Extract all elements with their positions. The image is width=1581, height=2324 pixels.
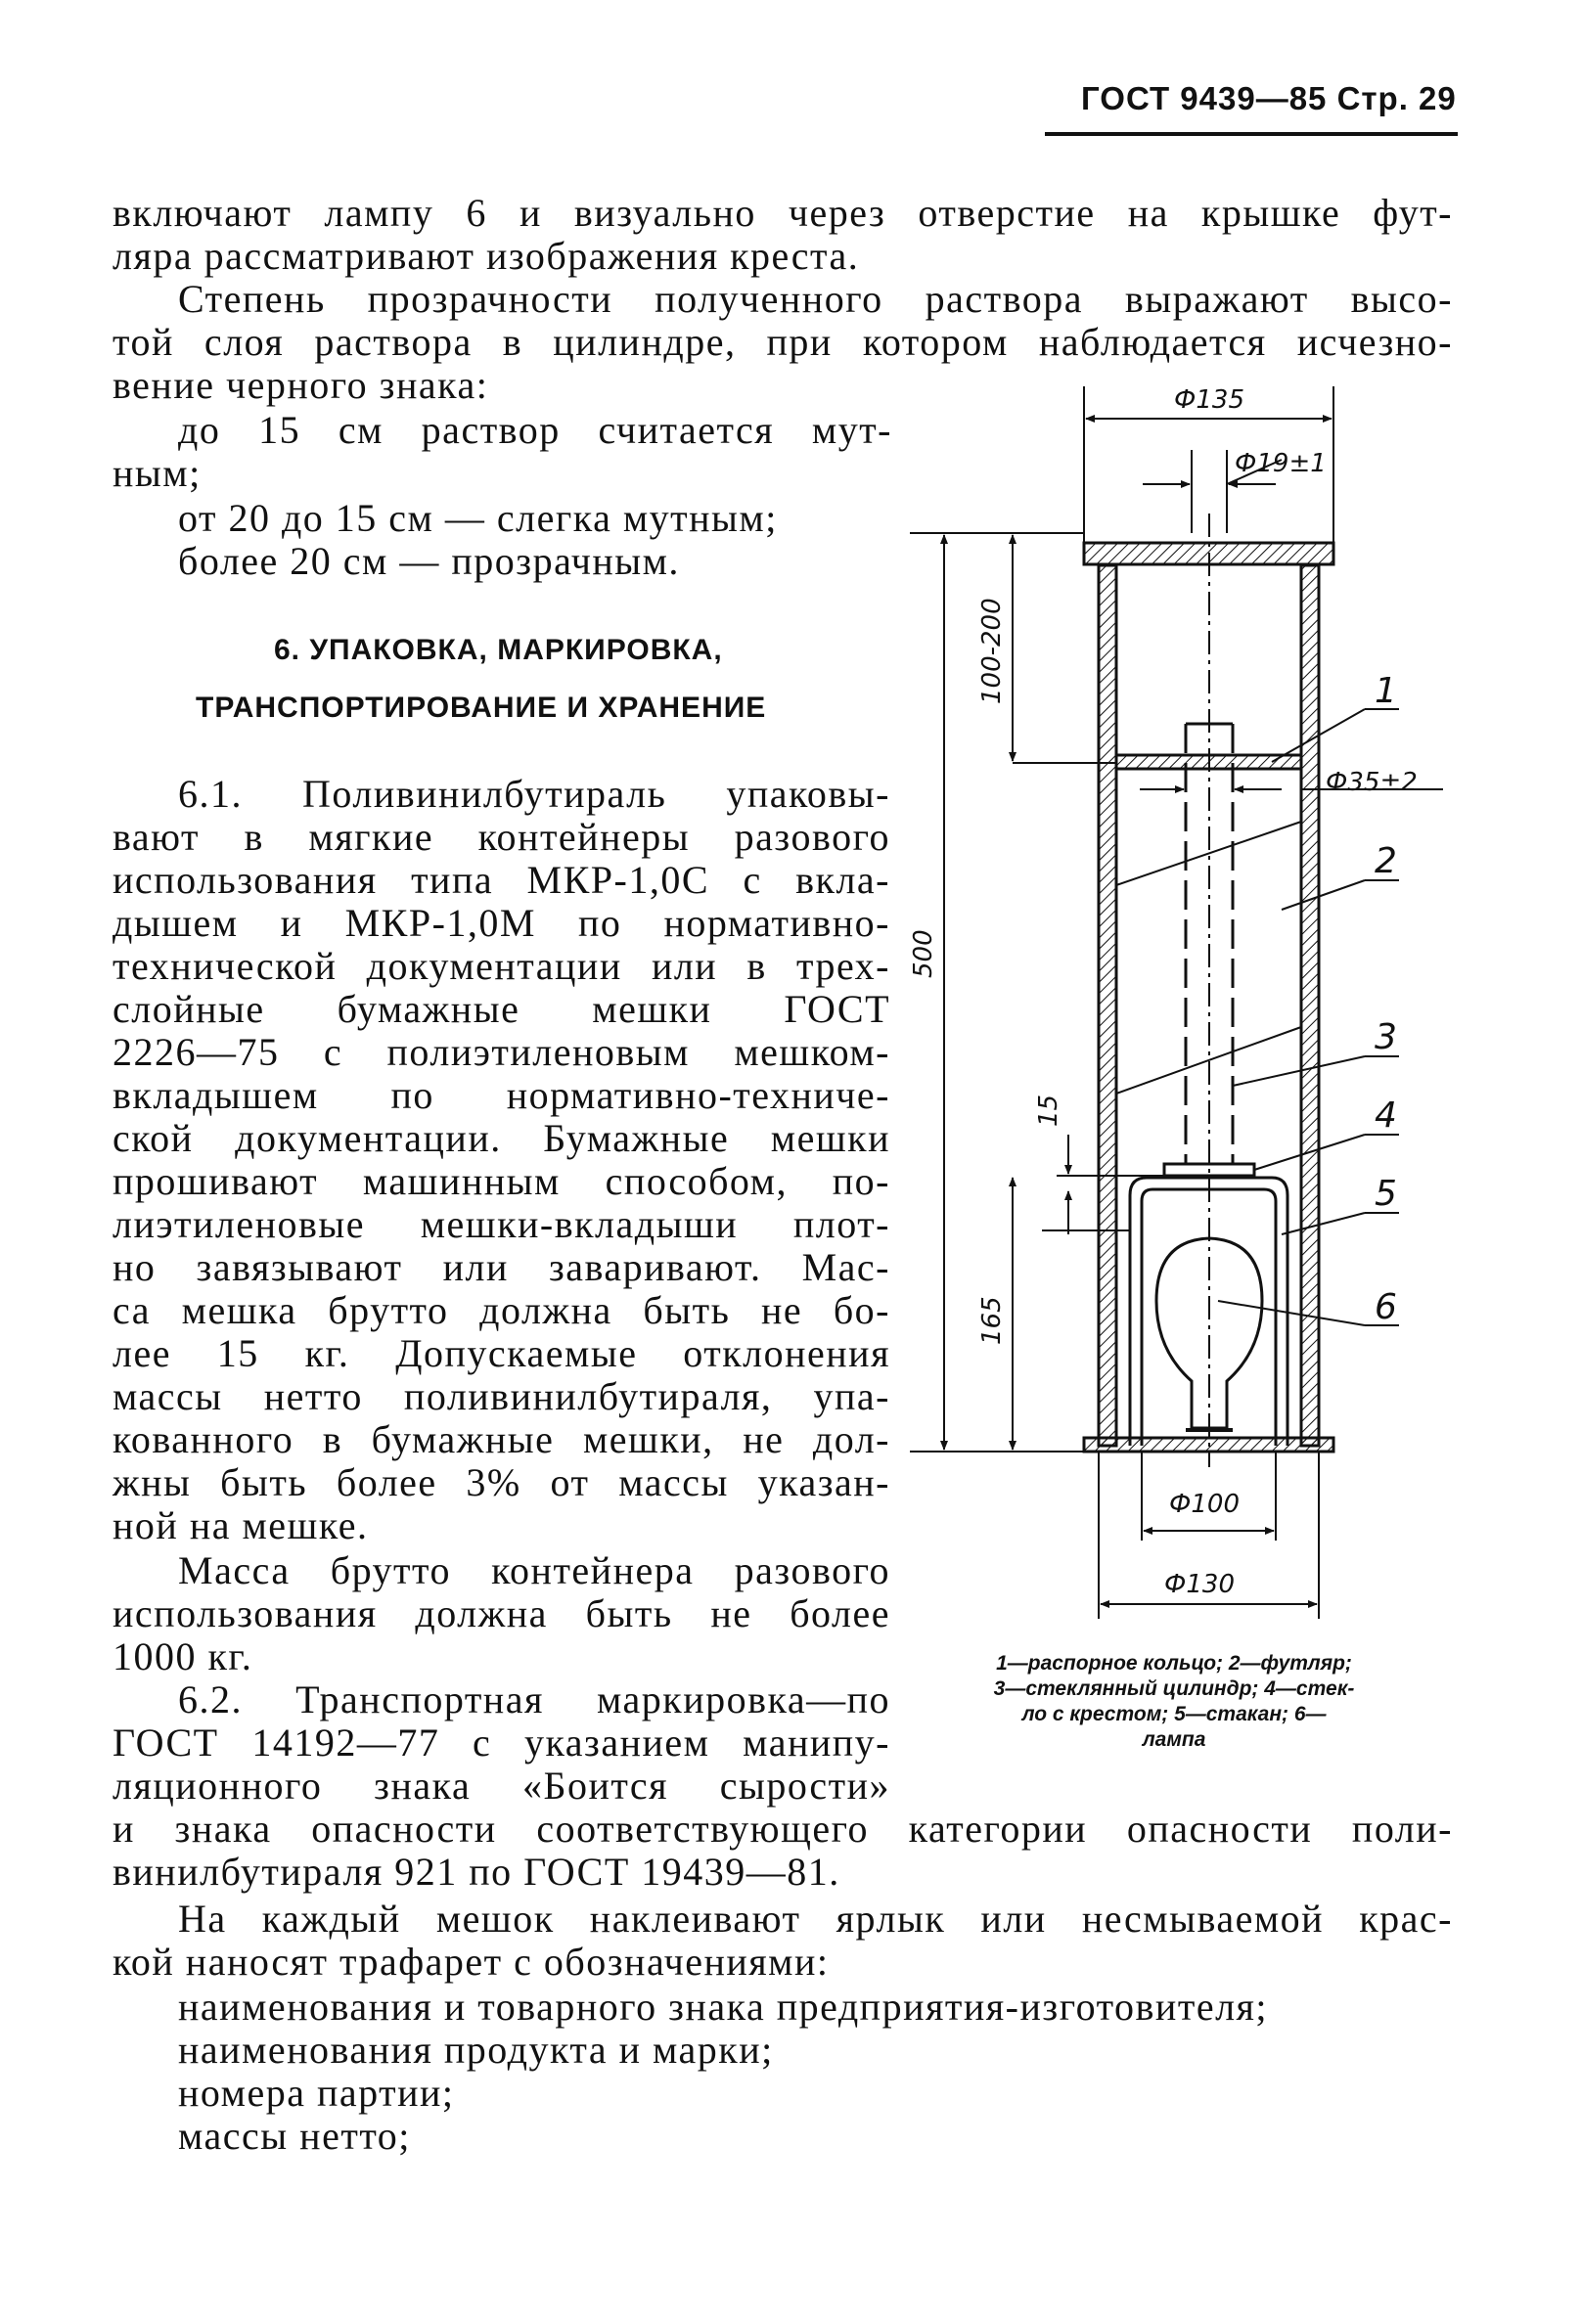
text-line: 1000 кг. <box>113 1634 253 1678</box>
text-line: использования должна быть не более <box>113 1591 890 1635</box>
dim-d100: Ф100 <box>1169 1490 1241 1519</box>
criteria-line: ным; <box>113 451 202 495</box>
text-line: Масса брутто контейнера разового <box>178 1548 890 1592</box>
list-item: номера партии; <box>178 2071 455 2115</box>
text-line: кованного в бумажные мешки, не дол- <box>113 1417 890 1461</box>
list-item: наименования и товарного знака предприятия-изготовителя; <box>178 1985 1269 2029</box>
text-line: слойные бумажные мешки ГОСТ <box>113 987 890 1031</box>
text-line: Степень прозрачности полученного раствора выражают высо- <box>178 277 1453 321</box>
text-line: ной на мешке. <box>113 1503 369 1547</box>
section-title: 6. УПАКОВКА, МАРКИРОВКА, <box>274 634 723 666</box>
text-line: дышем и МКР-1,0М по нормативно- <box>113 901 890 945</box>
callout-1: 1 <box>1375 671 1397 711</box>
criteria-line: от 20 до 15 см — слегка мутным; <box>178 496 778 540</box>
section-title: ТРАНСПОРТИРОВАНИЕ И ХРАНЕНИЕ <box>196 692 767 724</box>
dim-h165: 165 <box>977 1296 1007 1345</box>
text-line: лее 15 кг. Допускаемые отклонения <box>113 1331 890 1375</box>
case-wall-right <box>1301 565 1319 1446</box>
text-line: са мешка брутто должна быть не бо- <box>113 1288 890 1332</box>
text-line: ГОСТ 14192—77 с указанием манипу- <box>113 1721 890 1765</box>
callout-3: 3 <box>1375 1017 1397 1057</box>
caption-line: лампа <box>1142 1728 1206 1751</box>
text-line: 6.1. Поливинилбутираль упаковы- <box>178 772 890 816</box>
text-line: вают в мягкие контейнеры разового <box>113 815 890 859</box>
text-line: ляционного знака «Боится сырости» <box>113 1764 890 1808</box>
page-header: ГОСТ 9439—85 Стр. 29 <box>1081 80 1457 116</box>
criteria-line: до 15 см раствор считается мут- <box>178 408 892 452</box>
dim-h500: 500 <box>909 929 938 978</box>
caption-line: ло с крестом; 5—стакан; 6— <box>1021 1703 1327 1725</box>
text-line: винилбутираля 921 по ГОСТ 19439—81. <box>113 1850 840 1894</box>
dim-d35: Ф35±2 <box>1326 768 1418 797</box>
caption-line: 1—распорное кольцо; 2—футляр; <box>996 1652 1352 1675</box>
text-line: той слоя раствора в цилиндре, при котором наблюдается исчезно- <box>113 320 1453 364</box>
text-line: ляра рассматривают изображения креста. <box>113 234 860 278</box>
text-line: жны быть более 3% от массы указан- <box>113 1460 890 1504</box>
text-line: и знака опасности соответствующего категории опасности поли- <box>113 1807 1453 1851</box>
text-line: но завязывают или заваривают. Мас- <box>113 1245 890 1289</box>
list-item: массы нетто; <box>178 2114 411 2158</box>
text-line: 6.2. Транспортная маркировка—по <box>178 1677 890 1721</box>
text-line: использования типа МКР-1,0С с вкла- <box>113 858 890 902</box>
dim-d130: Ф130 <box>1164 1570 1236 1599</box>
list-item: наименования продукта и марки; <box>178 2028 774 2072</box>
caption-line: 3—стеклянный цилиндр; 4—стек- <box>993 1677 1355 1700</box>
callout-2: 2 <box>1375 841 1397 881</box>
callout-6: 6 <box>1375 1287 1397 1327</box>
text-line: ской документации. Бумажные мешки <box>113 1116 890 1160</box>
figure-caption <box>929 1651 1419 1753</box>
text-line: массы нетто поливинилбутираля, упа- <box>113 1374 890 1418</box>
criteria-line: более 20 см — прозрачным. <box>178 539 680 583</box>
text-line: технической документации или в трех- <box>113 944 890 988</box>
text-line: включают лампу 6 и визуально через отверстие на крышке фут- <box>113 191 1453 235</box>
case-wall-left <box>1099 565 1116 1446</box>
text-line: 2226—75 с полиэтиленовым мешком- <box>113 1030 890 1074</box>
callout-4: 4 <box>1375 1095 1397 1136</box>
dim-d19: Ф19±1 <box>1235 449 1327 478</box>
text-line: лиэтиленовые мешки-вкладыши плот- <box>113 1202 890 1246</box>
text-line: кой наносят трафарет с обозначениями: <box>113 1940 830 1984</box>
dim-h100-200: 100-200 <box>977 598 1007 704</box>
text-line: вкладышем по нормативно-техниче- <box>113 1073 890 1117</box>
text-line: вение черного знака: <box>113 363 489 407</box>
callout-5: 5 <box>1375 1174 1397 1214</box>
text-line: На каждый мешок наклеивают ярлык или несмываемой крас- <box>178 1897 1453 1941</box>
dim-h15: 15 <box>1034 1094 1063 1127</box>
dim-d135: Ф135 <box>1174 385 1245 415</box>
text-line: прошивают машинным способом, по- <box>113 1159 890 1203</box>
